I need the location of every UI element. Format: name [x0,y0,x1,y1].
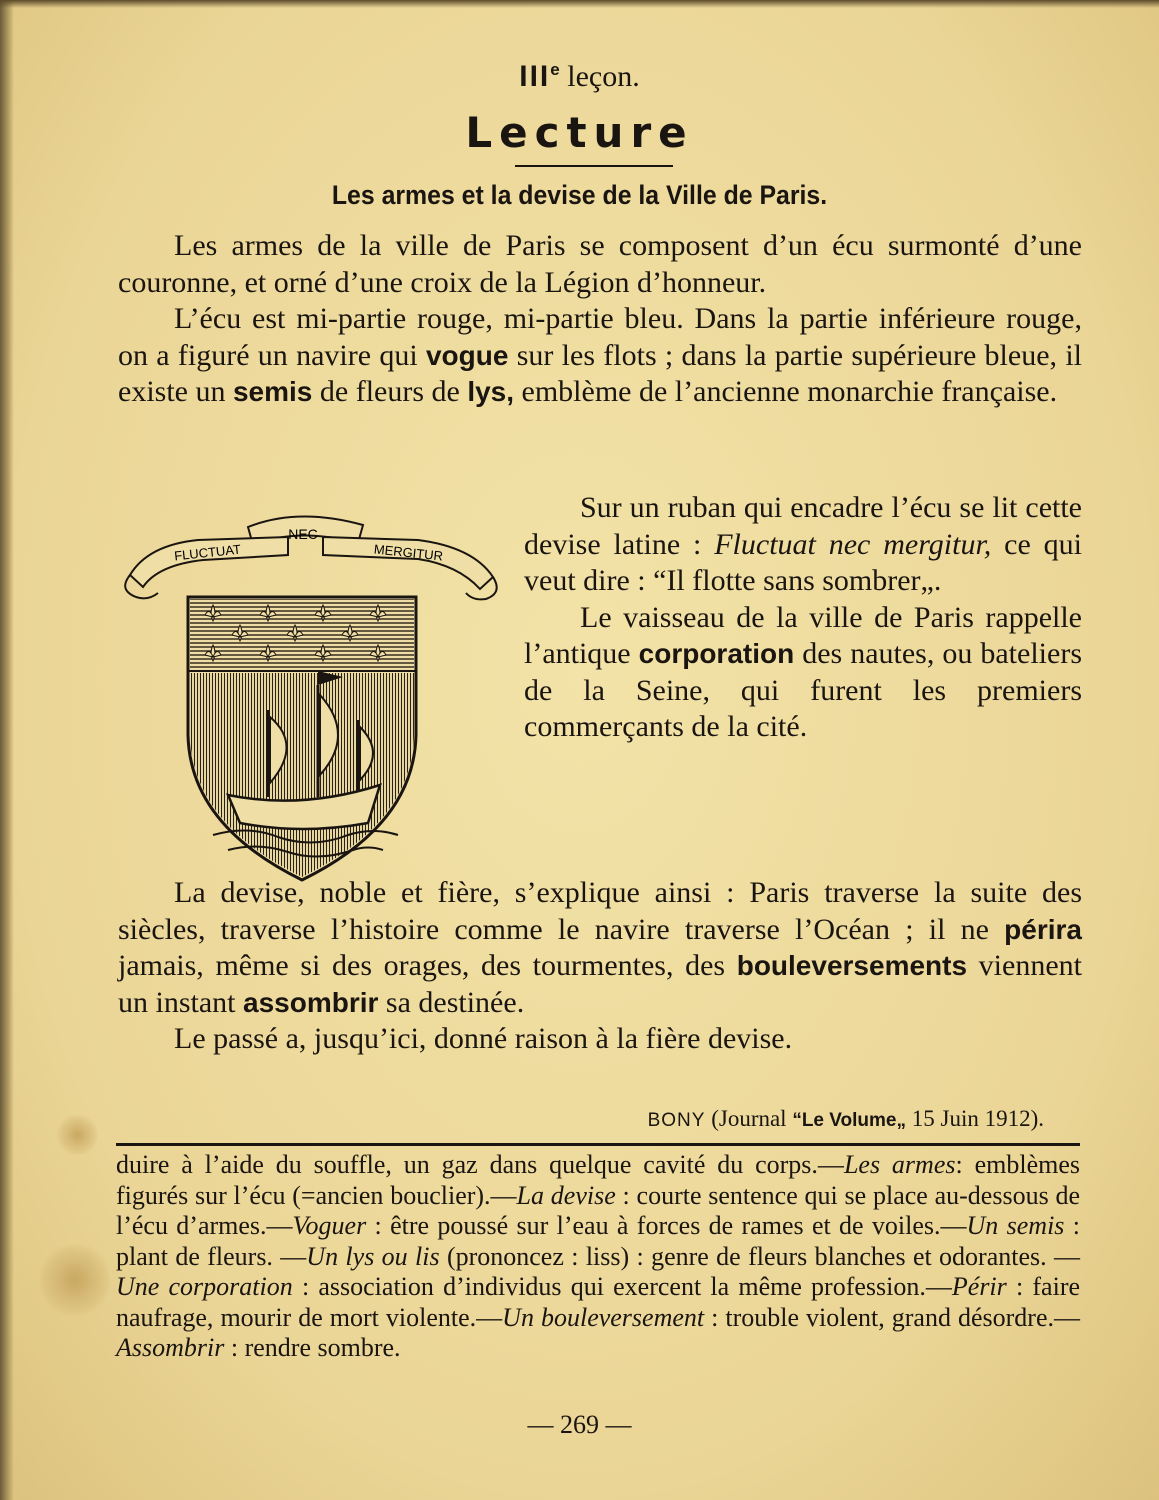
paragraph-3: Sur un ruban qui encadre l’écu se lit cette devise latine : Fluctuat nec mergitur, ce qui veut dire : “Il flotte sans sombrer„. [524,491,1082,597]
title-rule [515,165,673,167]
ribbon-text-right: MERGITUR [373,541,444,564]
binding-gutter [0,0,14,1500]
vocabulary-notes: duire à l’aide du souffle, un gaz dans quelque cavité du corps.—Les armes: emblèmes figurés sur l’écu (=ancien bouclier).—La devise : courte sentence qui se place au-dessous de l’écu d’armes.—Voguer : être poussé sur l’eau à forces de rames et de voiles.—Un semis : plant de fleurs. —Un lys ou lis (prononcez : liss) : genre de fleurs blanches et odorantes. —Une corporation : association d’individus qui exercent la même profession.—Périr : faire naufrage, mourir de mort violente.—Un bouleversement : trouble violent, grand désordre.—Assombrir : rendre sombre. [116,1150,1081,1362]
stain [55,1115,100,1155]
paragraph-6: Le passé a, jusqu’ici, donné raison à la fière devise. [174,1022,793,1055]
intro-text [118,228,1082,411]
ribbon-text-top: NEC [288,526,318,542]
paragraph-5: La devise, noble et fière, s’explique ainsi : Paris traverse la suite des siècles, traverse l’histoire comme le navire traverse l’Océan ; il ne périra jamais, même si des orages, des tourmentes, des bouleversements viennent un instant assombrir sa destinée. [118,876,1082,1019]
stain [40,1240,110,1320]
page-edge [0,0,1159,8]
bold-word: lys, [467,376,515,407]
bold-word: bouleversements [736,950,968,981]
right-column-text [524,490,1082,746]
bold-word: vogue [425,339,509,371]
journal-name: “Le Volume„ [792,1110,906,1131]
bold-word: périra [1004,913,1082,945]
paris-coat-of-arms-image [118,505,503,890]
page-number: — 269 — [527,1410,632,1439]
lesson-numeral: III [519,60,551,93]
closing-text [118,875,1082,1058]
footnote-rule [116,1143,1080,1146]
author-name: BONY [647,1110,706,1131]
paragraph-4: Le vaisseau de la ville de Paris rappelle l’antique corporation des nautes, ou bateliers de la Seine, qui furent les premiers commerçants de la cité. [524,600,1082,743]
paragraph-1: Les armes de la ville de Paris se composent d’un écu surmonté d’une couronne, et orné d’une croix de la Légion d’honneur. [118,229,1082,299]
page-title: Lecture [465,108,694,157]
lesson-sup: e [550,60,560,79]
lesson-word: leçon. [567,60,640,93]
bold-word: assombrir [243,986,379,1018]
latin-motto: Fluctuat nec mergitur, [714,527,992,561]
bold-word: corporation [638,638,795,669]
lesson-number [0,60,1159,94]
bold-word: semis [232,376,313,407]
author-citation: BONY (Journal “Le Volume„ 15 Juin 1912). [647,1106,1044,1131]
ribbon-text-left: FLUCTUAT [173,541,242,564]
subtitle: Les armes et la devise de la Ville de Paris. [331,180,828,210]
paragraph-2: L’écu est mi-partie rouge, mi-partie bleu. Dans la partie inférieure rouge, on a figuré un navire qui vogue sur les flots ; dans la partie supérieure bleue, il existe un semis de fleurs de lys, emblème de l’ancienne monarchie française. [118,302,1082,408]
